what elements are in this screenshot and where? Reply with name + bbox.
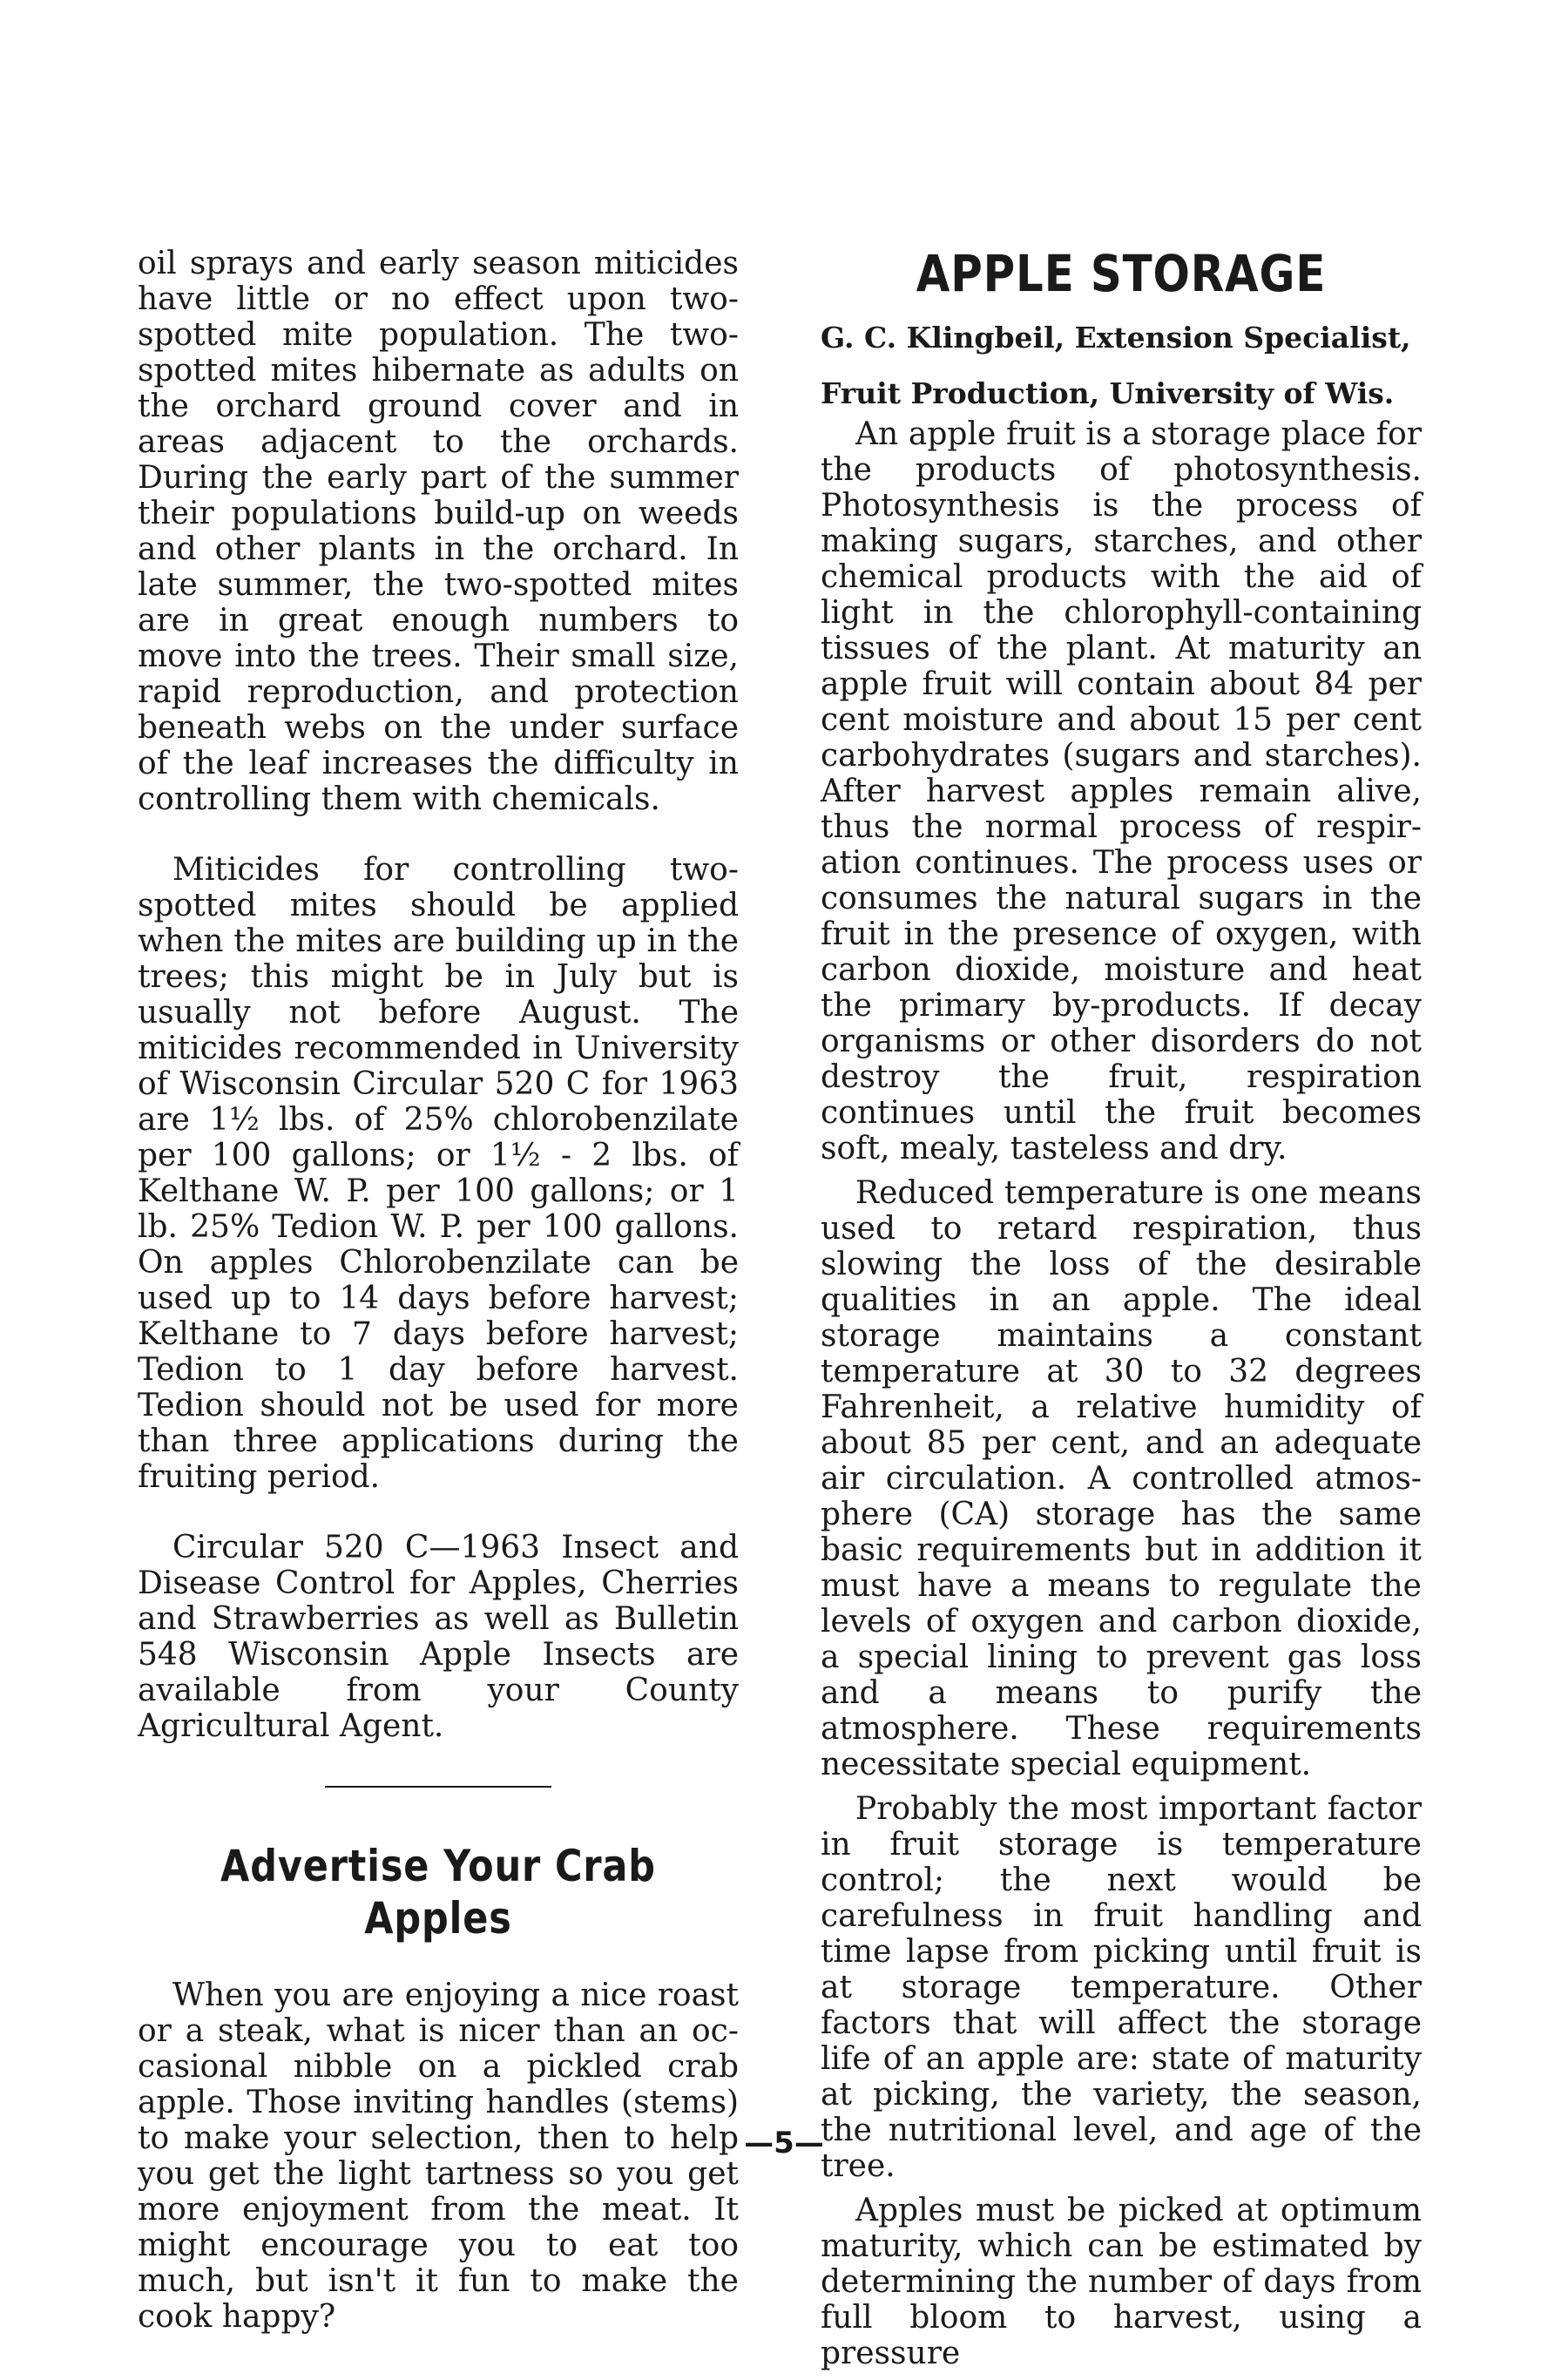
crab-apples-paragraph: When you are enjoying a nice roast or a steak, what is nicer than an occasional nibble on a pickled crab apple. Those inviting handles (stems) to make your selection, then to help you get the light tartness so you get more enjoyment from the meat. It might encourage you to eat too much, but isn't it fun to make the cook happy? [138, 1978, 739, 2335]
storage-paragraph-4: Apples must be picked at optimum maturity, which can be estimated by determining the number of days from full bloom to harvest, using a pressure [821, 2193, 1422, 2371]
author-byline: G. C. Klingbeil, Extension Specialist, [821, 321, 1411, 355]
storage-paragraph-3: Probably the most important factor in fruit storage is temperature control; the next would be carefulness in fruit handling and time lapse from picking until fruit is at storage temperature. Other factors that will affect the storage life of an apple are: state of maturity at picking, the variety, the season, the nutritional level, and age of the tree. [821, 1791, 1422, 2184]
apple-storage-heading: APPLE STORAGE [916, 244, 1327, 303]
right-column [821, 246, 1422, 2380]
page-number: —5— [744, 2126, 824, 2160]
miticide-paragraph-2: Miticides for controlling two-spotted mites should be applied when the mites are building up in the trees; this might be in July but is usually not before August. The miticides recommended in University of Wisconsin Circular 520 C for 1963 are 1½ lbs. of 25% chlorobenzilate per 100 gallons; or 1½ - 2 lbs. of Kelthane W. P. per 100 gallons; or 1 lb. 25% Tedion W. P. per 100 gallons. On apples Chlorobenzilate can be used up to 14 days before harvest; Kelthane to 7 days before harvest; Tedion to 1 day before harvest. Tedion should not be used for more than three applications during the fruiting period. [138, 852, 739, 1495]
miticide-paragraph-1: oil sprays and early season miticides have little or no effect upon two-spotted mite population. The two-spotted mites hibernate as adults on the orchard ground cover and in areas adjacent to the orchards. During the early part of the summer their populations build-up on weeds and other plants in the orchard. In late summer, the two-spotted mites are in great enough numbers to move into the trees. Their small size, rapid reproduction, and protection beneath webs on the under surface of the leaf increases the difficulty in controlling them with chemicals. [138, 246, 739, 817]
crab-apples-heading: Advertise Your Crab Apples [220, 1841, 656, 1944]
author-affiliation: Fruit Production, University of Wis. [821, 376, 1395, 410]
circular-paragraph: Circular 520 C—1963 Insect and Disease Control for Apples, Cherries and Strawberries as well as Bulletin 548 Wisconsin Apple Insects are available from your County Agricultural Agent. [138, 1530, 739, 1744]
section-divider [325, 1786, 551, 1788]
storage-paragraph-1: An apple fruit is a storage place for the products of photosynthesis. Photosynthesis is the process of making sugars, starches, and other chemical products with the aid of light in the chlorophyll-containing tissues of the plant. At maturity an apple fruit will contain about 84 per cent moisture and about 15 per cent carbohydrates (sugars and starches). After harvest apples remain alive, thus the normal process of respiration continues. The process uses or consumes the natural sugars in the fruit in the presence of oxygen, with carbon dioxide, moisture and heat the primary by-products. If decay organisms or other disorders do not destroy the fruit, respiration continues until the fruit becomes soft, mealy, tasteless and dry. [821, 416, 1422, 1166]
left-column [138, 246, 739, 2370]
storage-paragraph-2: Reduced temperature is one means used to retard respiration, thus slowing the loss of the desirable qualities in an apple. The ideal storage maintains a constant temperature at 30 to 32 degrees Fahrenheit, a relative humidity of about 85 per cent, and an adequate air circulation. A controlled atmosphere (CA) storage has the same basic requirements but in addition it must have a means to regulate the levels of oxygen and carbon dioxide, a special lining to prevent gas loss and a means to purify the atmosphere. These requirements necessitate special equipment. [821, 1175, 1422, 1782]
